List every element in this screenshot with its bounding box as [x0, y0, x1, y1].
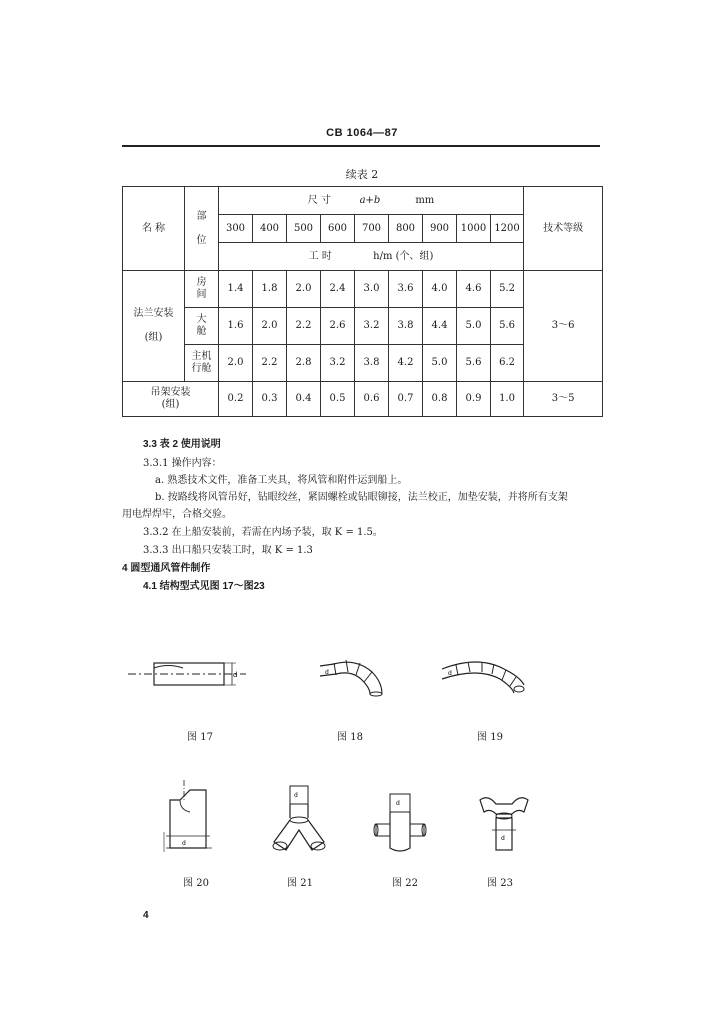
header-part: 部 位: [185, 187, 219, 271]
header-grade: 技术等级: [524, 187, 603, 271]
figure-20-oblique-pipe: [160, 778, 220, 858]
value-cell: 2.6: [321, 308, 355, 345]
value-cell: 5.0: [423, 345, 457, 382]
grade-cell: 3～5: [524, 382, 603, 417]
value-cell: 2.0: [219, 345, 253, 382]
figure-18-caption: 图 18: [337, 732, 363, 743]
value-cell: 1.8: [253, 271, 287, 308]
part-cell: 主机 行舱: [185, 345, 219, 382]
figure-22-caption: 图 22: [392, 878, 418, 889]
item-a: a. 熟悉技术文件，准备工夹具，将风管和附件运到船上。: [155, 475, 408, 486]
item-b-line2: 用电焊焊牢，合格交验。: [122, 509, 232, 520]
value-cell: 3.8: [355, 345, 389, 382]
page-number: 4: [143, 910, 149, 921]
value-cell: 3.6: [389, 271, 423, 308]
header-size-group: 尺 寸 a+b mm: [219, 187, 524, 215]
section-3-3-heading: 3.3 表 2 使用说明: [143, 439, 221, 450]
value-cell: 4.6: [457, 271, 491, 308]
labor-hours-table: [122, 186, 603, 417]
group-flange-name: 法兰安装 (组): [123, 271, 185, 382]
section-3-3-3: 3.3.3 出口船只安装工时，取 K = 1.3: [143, 545, 313, 556]
value-cell: 3.0: [355, 271, 389, 308]
dim-d-label: d: [325, 669, 329, 676]
value-cell: 5.6: [491, 308, 524, 345]
document-code: CB 1064—87: [326, 127, 398, 139]
value-cell: 3.8: [389, 308, 423, 345]
figure-20-caption: 图 20: [183, 878, 209, 889]
size-cell: 1000: [457, 215, 491, 243]
dim-d-label: d: [501, 835, 505, 842]
section-3-3-1: 3.3.1 操作内容：: [143, 458, 222, 469]
value-cell: 2.2: [287, 308, 321, 345]
dim-d-label: d: [396, 800, 400, 807]
size-cell: 700: [355, 215, 389, 243]
value-cell: 4.4: [423, 308, 457, 345]
header-rule: [122, 145, 600, 147]
value-cell: 4.0: [423, 271, 457, 308]
value-cell: 1.4: [219, 271, 253, 308]
value-cell: 6.2: [491, 345, 524, 382]
value-cell: 2.0: [253, 308, 287, 345]
item-b-line1: b. 按路线将风管吊好，钻眼绞丝，紧固螺栓或钻眼铆接，法兰校正，加垫安装，并将所有支架: [155, 492, 568, 503]
value-cell: 2.0: [287, 271, 321, 308]
value-cell: 0.4: [287, 382, 321, 417]
header-hours: 工 时 h/m (个、组): [219, 243, 524, 271]
size-cell: 900: [423, 215, 457, 243]
figure-23-caption: 图 23: [487, 878, 513, 889]
figure-19-caption: 图 19: [477, 732, 503, 743]
dim-d-label: d: [182, 840, 186, 847]
figure-18-elbow: [316, 650, 396, 700]
value-cell: 0.2: [219, 382, 253, 417]
part-cell: 房 间: [185, 271, 219, 308]
size-cell: 800: [389, 215, 423, 243]
value-cell: 1.6: [219, 308, 253, 345]
size-cell: 300: [219, 215, 253, 243]
figure-23-tee-branch: [474, 790, 534, 860]
figure-17-caption: 图 17: [187, 732, 213, 743]
header-name: 名 称: [123, 187, 185, 271]
value-cell: 5.0: [457, 308, 491, 345]
value-cell: 3.2: [321, 345, 355, 382]
section-4-heading: 4 圆型通风管件制作: [122, 563, 211, 574]
figure-21-caption: 图 21: [287, 878, 313, 889]
dim-d-label: d: [233, 671, 238, 679]
value-cell: 4.2: [389, 345, 423, 382]
figure-19-s-bend: [438, 655, 530, 697]
value-cell: 0.3: [253, 382, 287, 417]
value-cell: 0.9: [457, 382, 491, 417]
value-cell: 3.2: [355, 308, 389, 345]
value-cell: 2.8: [287, 345, 321, 382]
value-cell: 0.8: [423, 382, 457, 417]
group-hanger-name: 吊架安装 (组): [123, 382, 219, 417]
value-cell: 0.6: [355, 382, 389, 417]
value-cell: 5.2: [491, 271, 524, 308]
section-4-1: 4.1 结构型式见图 17～图23: [143, 581, 265, 592]
size-cell: 1200: [491, 215, 524, 243]
table-caption: 续表 2: [345, 168, 379, 181]
figure-17-straight-pipe: [128, 655, 248, 695]
section-3-3-2: 3.3.2 在上船安装前，若需在内场予装，取 K = 1.5。: [143, 527, 383, 538]
dim-d-label: d: [294, 792, 298, 799]
value-cell: 5.6: [457, 345, 491, 382]
grade-cell: 3～6: [524, 271, 603, 382]
size-cell: 600: [321, 215, 355, 243]
value-cell: 2.4: [321, 271, 355, 308]
dim-d-label: d: [448, 670, 452, 677]
figure-21-y-branch: [268, 780, 332, 860]
value-cell: 0.5: [321, 382, 355, 417]
value-cell: 1.0: [491, 382, 524, 417]
size-cell: 500: [287, 215, 321, 243]
figure-22-cross-branch: [370, 790, 434, 860]
size-cell: 400: [253, 215, 287, 243]
value-cell: 2.2: [253, 345, 287, 382]
value-cell: 0.7: [389, 382, 423, 417]
part-cell: 大 舱: [185, 308, 219, 345]
